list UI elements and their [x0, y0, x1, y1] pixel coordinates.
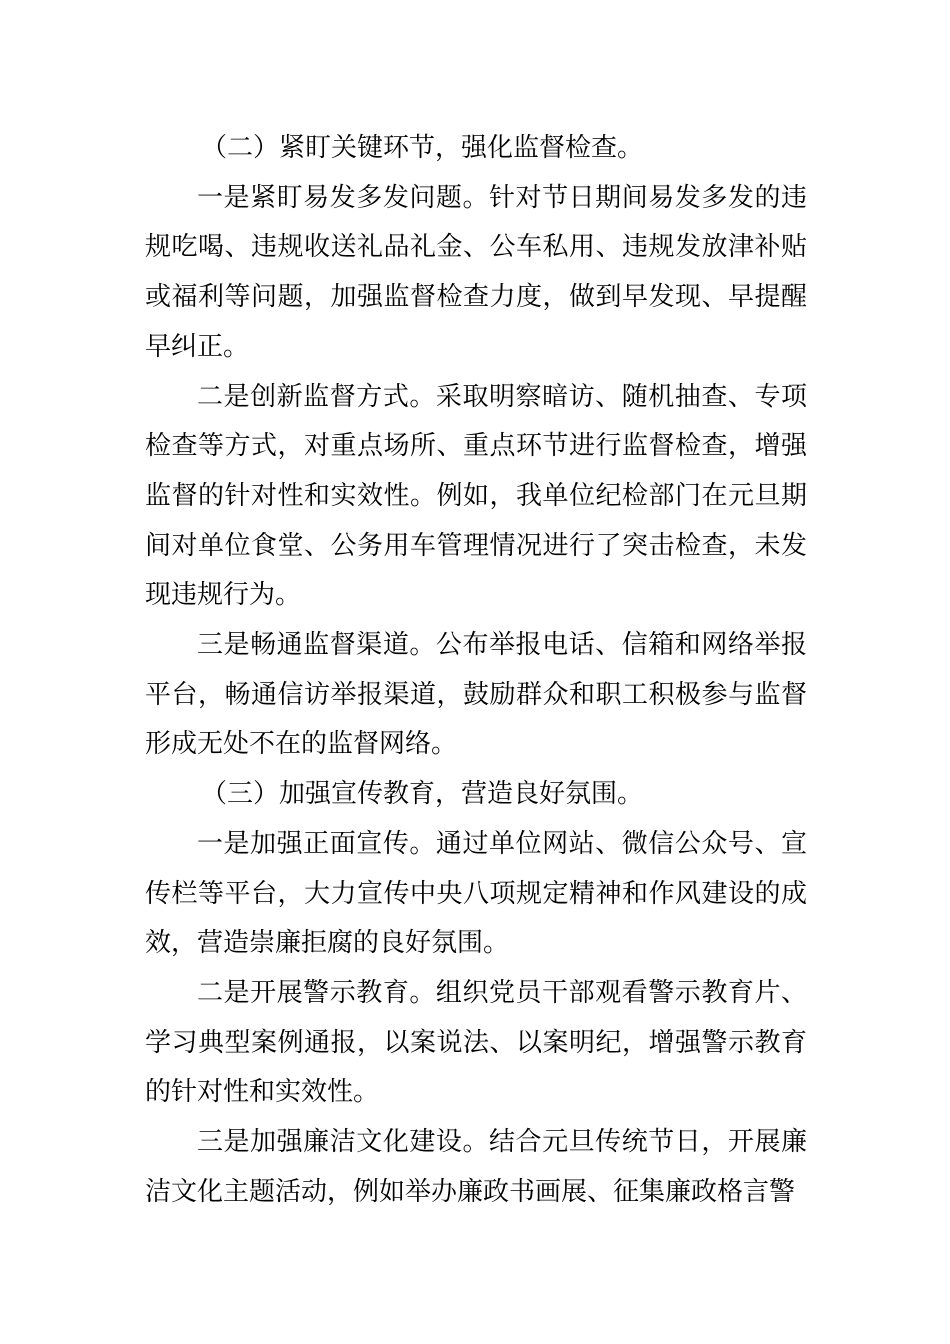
paragraph: 二是开展警示教育。组织党员干部观看警示教育片、学习典型案例通报，以案说法、以案明纪，增强警示教育的针对性和实效性。	[145, 977, 807, 1108]
paragraph: 二是创新监督方式。采取明察暗访、随机抽查、专项检查等方式，对重点场所、重点环节进行监督检查，增强监督的针对性和实效性。例如，我单位纪检部门在元旦期间对单位食堂、公务用车管理情况进行了突击检查，未发现违规行为。	[145, 381, 807, 611]
paragraph: 一是紧盯易发多发问题。针对节日期间易发多发的违规吃喝、违规收送礼品礼金、公车私用、违规发放津补贴或福利等问题，加强监督检查力度，做到早发现、早提醒早纠正。	[145, 182, 807, 362]
paragraph: 一是加强正面宣传。通过单位网站、微信公众号、宣传栏等平台，大力宣传中央八项规定精神和作风建设的成效，营造崇廉拒腐的良好氛围。	[145, 828, 807, 959]
paragraph: 三是加强廉洁文化建设。结合元旦传统节日，开展廉洁文化主题活动，例如举办廉政书画展、征集廉政格言警	[145, 1127, 807, 1207]
paragraph: 三是畅通监督渠道。公布举报电话、信箱和网络举报平台，畅通信访举报渠道，鼓励群众和职工积极参与监督形成无处不在的监督网络。	[145, 630, 807, 760]
section-heading-2: （二）紧盯关键环节，强化监督检查。	[201, 133, 644, 163]
document-body	[145, 124, 807, 1217]
section-heading-3: （三）加强宣传教育，营造良好氛围。	[201, 779, 644, 810]
